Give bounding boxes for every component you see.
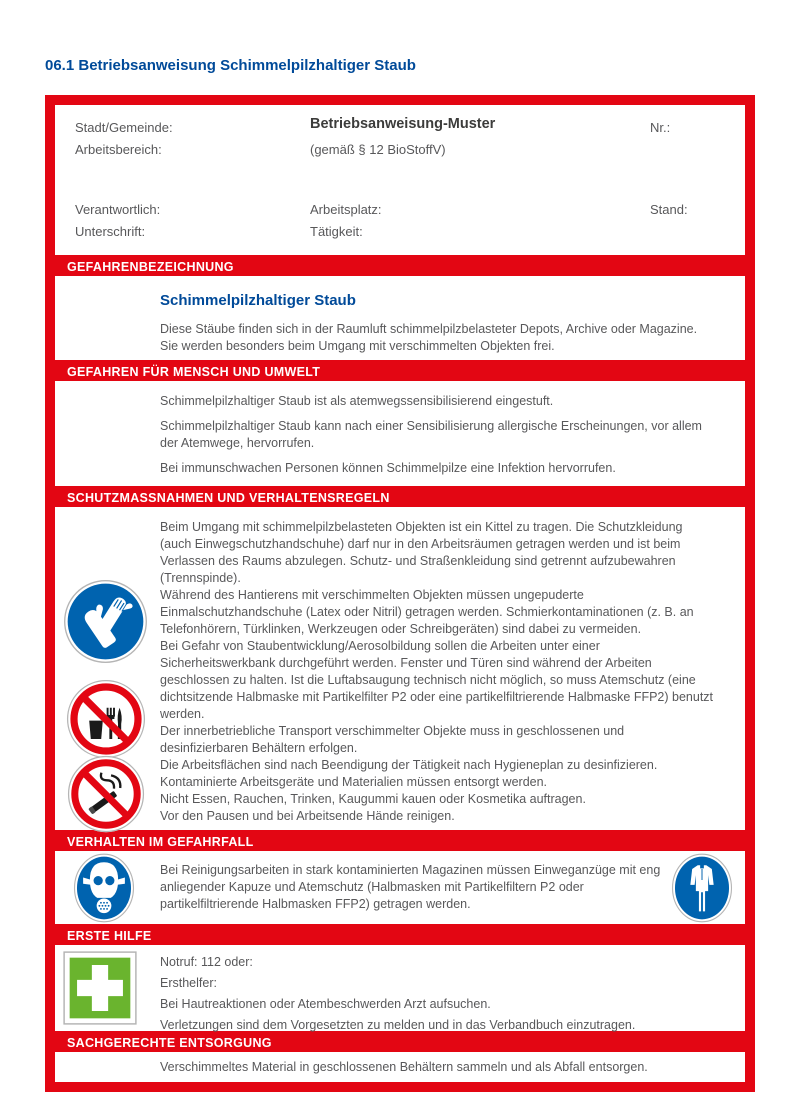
paragraph: Kontaminierte Arbeitsgeräte und Materialien müssen entsorgt werden. [160,775,548,789]
verantwortlich-label: Verantwortlich: [75,202,161,217]
document-header [55,105,745,255]
section-schutzmassnahmen [55,507,745,830]
paragraph: Bei Reinigungsarbeiten in stark kontaminierten Magazinen müssen Einweganzüge mit eng anliegender Kapuze und Atemschutz (Halbmasken mit Partikelfiltern P2 oder partikelfiltrierende Halbmasken FFP2) getragen werden. [160,863,661,911]
protective-gloves-icon [63,579,148,664]
first-aid-line: Verletzungen sind dem Vorgesetzten zu melden und in das Verbandbuch einzutragen. [160,1018,636,1032]
section-gefahren [55,381,745,486]
paragraph: Sie werden besonders beim Umgang mit verschimmelten Objekten frei. [160,339,555,353]
muster-subtitle: (gemäß § 12 BioStoffV) [310,142,446,157]
first-aid-line: Notruf: 112 oder: [160,955,253,969]
paragraph: Die Arbeitsflächen sind nach Beendigung der Tätigkeit nach Hygieneplan zu desinfizieren. [160,758,658,772]
stadt-gemeinde-label: Stadt/Gemeinde: [75,120,173,135]
section-heading-erste-hilfe: ERSTE HILFE [67,929,152,943]
nr-label: Nr.: [650,120,671,135]
respirator-mask-icon [73,853,135,923]
section-heading-verhalten: VERHALTEN IM GEFAHRFALL [67,835,254,849]
stand-label: Stand: [650,202,688,217]
paragraph: Vor den Pausen und bei Arbeitsende Hände reinigen. [160,809,455,823]
paragraph: Der innerbetriebliche Transport verschimmelter Objekte muss in geschlossenen und desinfizierbaren Behältern erfolgen. [160,724,625,755]
no-eating-drinking-icon [66,679,146,759]
section-gefahrenbezeichnung [55,276,745,360]
page-title: 06.1 Betriebsanweisung Schimmelpilzhaltiger Staub [45,57,416,74]
section-heading-schutzmassnahmen: SCHUTZMASSNAHMEN UND VERHALTENSREGELN [67,491,390,505]
paragraph: Bei Gefahr von Staubentwicklung/Aerosolbildung sollen die Arbeiten unter einer Sicherheitswerkbank durchgeführt werden. Fenster und Türen sind während der Arbeiten geschlossen zu halten. Ist die Luftabsaugung technisch nicht möglich, so muss Atemschutz (eine dichtsitzende Halbmaske mit Partikelfilter P2 oder eine partikelfiltrierende Halbmaske FFP2) benutzt werden. [160,639,714,721]
paragraph: Verschimmeltes Material in geschlossenen Behältern sammeln und als Abfall entsorgen. [160,1060,648,1074]
taetigkeit-label: Tätigkeit: [310,224,363,239]
paragraph: Bei immunschwachen Personen können Schimmelpilze eine Infektion hervorrufen. [160,461,616,475]
section-heading-gefahrenbezeichnung: GEFAHRENBEZEICHNUNG [67,260,234,274]
betriebsanweisung-document [45,95,755,1092]
paragraph: Während des Hantierens mit verschimmelten Objekten müssen ungepuderte Einmalschutzhandschuhe (Latex oder Nitril) getragen werden. Schmierkontaminationen (z. B. an Telefonhörern, Türklinken, Werkzeugen oder Schreibgeräten) sind dabei zu vermeiden. [160,588,694,636]
no-smoking-icon [67,755,145,833]
paragraph: Diese Stäube finden sich in der Raumluft schimmelpilzbelasteter Depots, Archive oder Magazine. [160,322,698,336]
paragraph: Beim Umgang mit schimmelpilzbelasteten Objekten ist ein Kittel zu tragen. Die Schutzkleidung (auch Einwegschutzhandschuhe) darf nur in den Arbeitsräumen getragen werden und ist beim Verlassen des Raums abzulegen. Schutz- und Straßenkleidung sind getrennt aufzubewahren (Trennspinde). [160,520,683,585]
unterschrift-label: Unterschrift: [75,224,146,239]
first-aid-line: Bei Hautreaktionen oder Atembeschwerden Arzt aufsuchen. [160,997,491,1011]
first-aid-line: Ersthelfer: [160,976,217,990]
first-aid-cross-icon [63,951,137,1025]
section-heading-gefahren: GEFAHREN FÜR MENSCH UND UMWELT [67,365,321,379]
section-entsorgung [55,1052,745,1082]
muster-title: Betriebsanweisung-Muster [310,116,496,132]
paragraph: Nicht Essen, Rauchen, Trinken, Kaugummi kauen oder Kosmetika auftragen. [160,792,586,806]
paragraph: Schimmelpilzhaltiger Staub kann nach einer Sensibilisierung allergische Erscheinungen, vor allem der Atemwege, hervorrufen. [160,419,702,450]
hazard-subject-title: Schimmelpilzhaltiger Staub [160,292,356,309]
section-verhalten [55,851,745,924]
paragraph: Schimmelpilzhaltiger Staub ist als atemwegssensibilisierend eingestuft. [160,394,554,408]
protective-suit-icon [671,853,733,923]
arbeitsbereich-label: Arbeitsbereich: [75,142,162,157]
section-heading-entsorgung: SACHGERECHTE ENTSORGUNG [67,1036,272,1050]
arbeitsplatz-label: Arbeitsplatz: [310,202,382,217]
section-erste-hilfe [55,945,745,1031]
